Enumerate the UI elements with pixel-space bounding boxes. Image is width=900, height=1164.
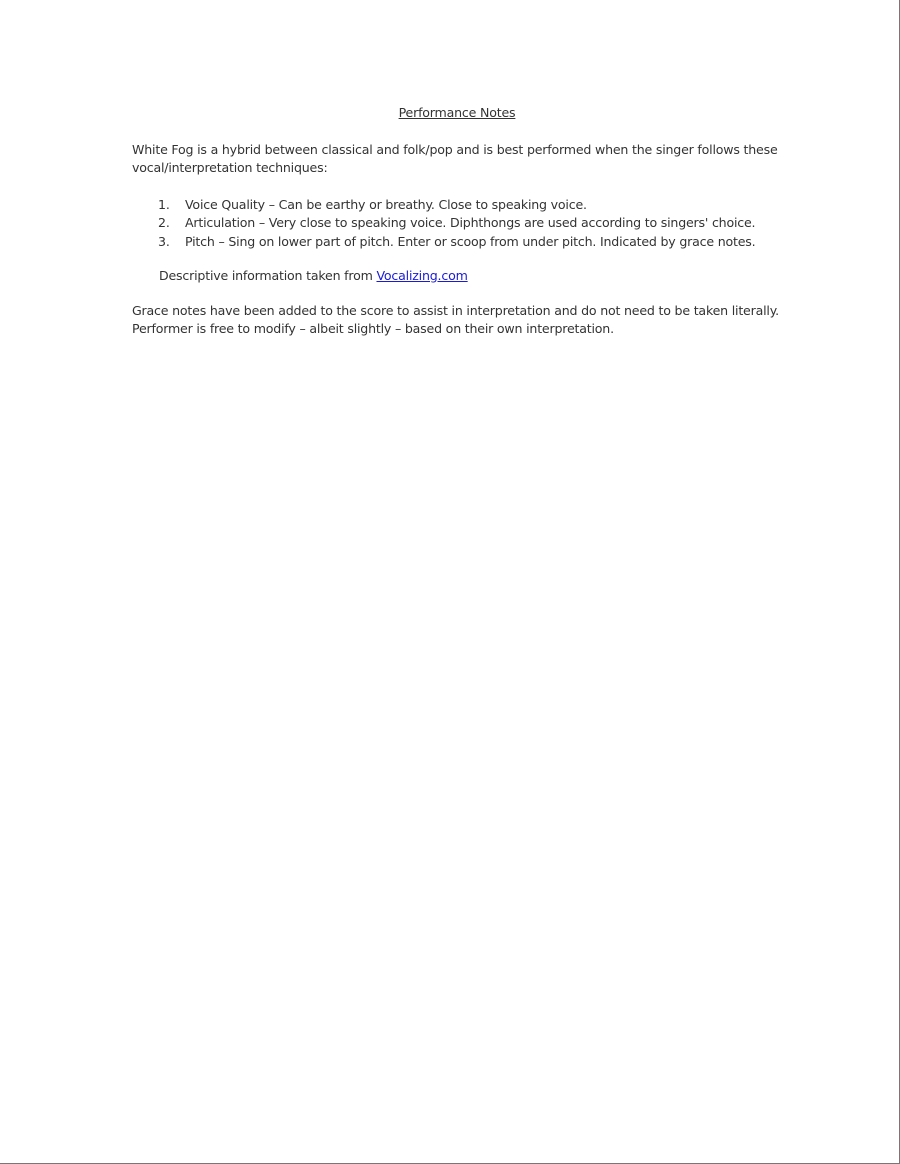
- list-item: [132, 196, 782, 215]
- source-prefix: Descriptive information taken from: [159, 268, 377, 283]
- list-item-text: Articulation – Very close to speaking voice. Diphthongs are used according to singers' choice.: [185, 215, 756, 230]
- list-item-text: Voice Quality – Can be earthy or breathy. Close to speaking voice.: [185, 196, 587, 212]
- grace-notes-paragraph: Grace notes have been added to the score to assist in interpretation and do not need to be taken literally. Performer is free to modify – albeit slightly – based on their own interpretation.: [132, 302, 779, 336]
- techniques-list: [132, 196, 782, 252]
- list-item-number: 3.: [158, 233, 170, 249]
- list-item: [132, 214, 782, 233]
- source-paragraph: [159, 267, 782, 286]
- list-item: [132, 233, 782, 252]
- document-body: [132, 104, 782, 339]
- page-title: Performance Notes: [398, 105, 516, 120]
- list-item-number: 1.: [158, 196, 170, 212]
- vocalizing-link[interactable]: Vocalizing.com: [376, 268, 468, 283]
- list-item-text: Pitch – Sing on lower part of pitch. Enter or scoop from under pitch. Indicated by grace notes.: [185, 233, 756, 249]
- list-item-number: 2.: [158, 215, 170, 230]
- intro-paragraph: White Fog is a hybrid between classical and folk/pop and is best performed when the singer follows these vocal/interpretation techniques:: [132, 141, 778, 175]
